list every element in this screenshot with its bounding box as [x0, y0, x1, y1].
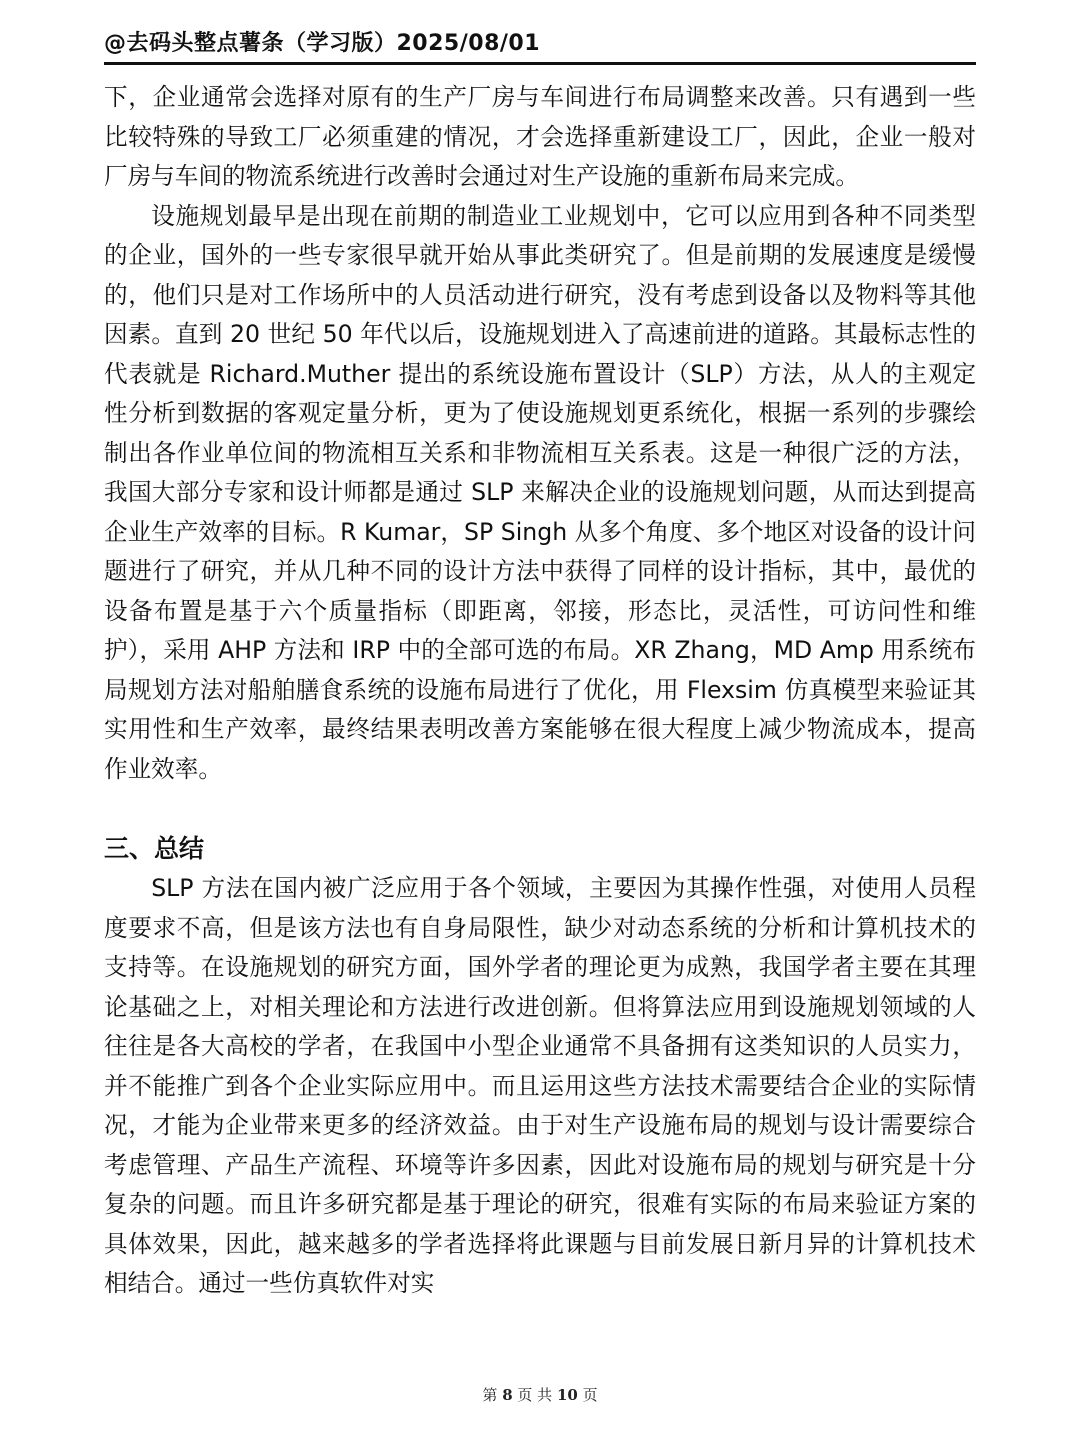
footer-page-number: 8	[502, 1386, 513, 1404]
body-content	[104, 78, 976, 1304]
section-spacer	[104, 789, 976, 828]
footer-middle: 页 共	[512, 1386, 557, 1404]
footer-suffix: 页	[577, 1386, 598, 1404]
footer-total-pages: 10	[556, 1386, 578, 1404]
page-header: @去码头整点薯条（学习版）2025/08/01	[104, 31, 541, 56]
paragraph-continued: 下，企业通常会选择对原有的生产厂房与车间进行布局调整来改善。只有遇到一些比较特殊的导致工厂必须重建的情况，才会选择重新建设工厂，因此，企业一般对厂房与车间的物流系统进行改善时会通过对生产设施的重新布局来完成。	[104, 83, 976, 190]
paragraph-facility-planning: 设施规划最早是出现在前期的制造业工业规划中，它可以应用到各种不同类型的企业，国外的一些专家很早就开始从事此类研究了。但是前期的发展速度是缓慢的，他们只是对工作场所中的人员活动进行研究，没有考虑到设备以及物料等其他因素。直到 20 世纪 50 年代以后，设施规划进入了高速前进的道路。其最标志性的代表就是 Richard.Muther 提出的系统设施布置设计（SLP）方法，从人的主观定性分析到数据的客观定量分析，更为了使设施规划更系统化，根据一系列的步骤绘制出各作业单位间的物流相互关系和非物流相互关系表。这是一种很广泛的方法，我国大部分专家和设计师都是通过 SLP 来解决企业的设施规划问题，从而达到提高企业生产效率的目标。R Kumar，SP Singh 从多个角度、多个地区对设备的设计问题进行了研究，并从几种不同的设计方法中获得了同样的设计指标，其中，最优的设备布置是基于六个质量指标（即距离，邻接，形态比，灵活性，可访问性和维护），采用 AHP 方法和 IRP 中的全部可选的布局。XR Zhang，MD Amp 用系统布局规划方法对船舶膳食系统的设施布局进行了优化，用 Flexsim 仿真模型来验证其实用性和生产效率，最终结果表明改善方案能够在很大程度上减少物流成本，提高作业效率。	[104, 201, 976, 783]
footer-prefix: 第	[482, 1386, 503, 1404]
section-heading-summary: 三、总结	[104, 834, 205, 863]
page-footer	[0, 1384, 1080, 1405]
header-divider	[104, 62, 976, 65]
paragraph-summary: SLP 方法在国内被广泛应用于各个领域，主要因为其操作性强，对使用人员程度要求不高，但是该方法也有自身局限性，缺少对动态系统的分析和计算机技术的支持等。在设施规划的研究方面，国外学者的理论更为成熟，我国学者主要在其理论基础之上，对相关理论和方法进行改进创新。但将算法应用到设施规划领域的人往往是各大高校的学者，在我国中小型企业通常不具备拥有这类知识的人员实力，并不能推广到各个企业实际应用中。而且运用这些方法技术需要结合企业的实际情况，才能为企业带来更多的经济效益。由于对生产设施布局的规划与设计需要综合考虑管理、产品生产流程、环境等许多因素，因此对设施布局的规划与研究是十分复杂的问题。而且许多研究都是基于理论的研究，很难有实际的布局来验证方案的具体效果，因此，越来越多的学者选择将此课题与目前发展日新月异的计算机技术相结合。通过一些仿真软件对实	[104, 874, 976, 1297]
